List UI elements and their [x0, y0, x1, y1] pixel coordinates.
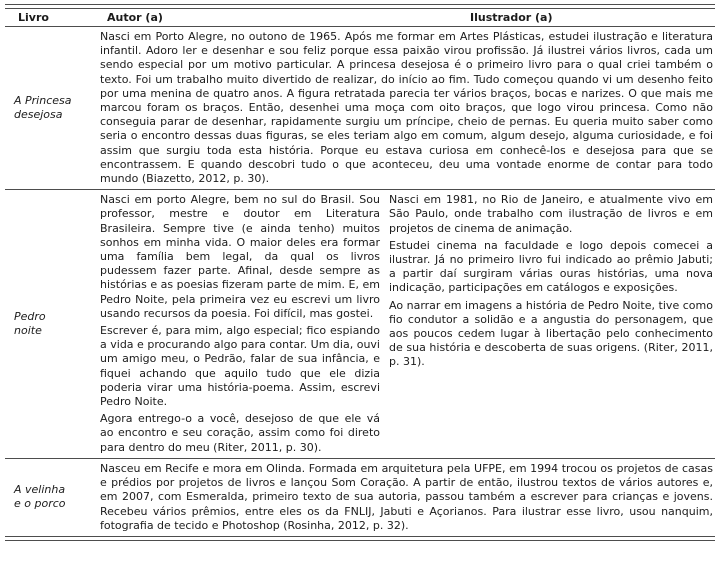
column-header-autor: Autor (a): [107, 11, 163, 24]
bio-paragraph: Escrever é, para mim, algo especial; fico espiando a vida e procurando algo para contar. Um dia, ouvi um amigo meu, o Pedrão, falar de sua infância, e fiquei achando que aquilo tudo que ele dizia poderia virar uma história-poema. Assim, escrevi Pedro Noite.: [100, 324, 380, 409]
author-cell: [97, 193, 386, 455]
book-title-cell: [5, 30, 97, 186]
column-header-ilustrador: Ilustrador (a): [470, 11, 553, 24]
bio-paragraph: Agora entrego-o a você, desejoso de que ele vá ao encontro e seu coração, assim como foi direto para dentro do meu (Riter, 2011, p. 30).: [100, 412, 380, 454]
table-bottom-rule: [5, 536, 715, 541]
author-illustrator-merged-cell: [97, 462, 715, 533]
book-title: Pedro noite: [14, 310, 46, 338]
bio-paragraph: Ao narrar em imagens a história de Pedro Noite, tive como fio condutor a solidão e a angustia do personagem, que aos poucos cedem lugar à libertação pelo conhecimento de sua história e descoberta de suas origens. (Riter, 2011, p. 31).: [389, 298, 713, 369]
bio-paragraph: Estudei cinema na faculdade e logo depois comecei a ilustrar. Já no primeiro livro fui indicado ao prêmio Jabuti; a partir daí surgiram várias ouras histórias, uma nova indicação, participações em catálogos e exposições.: [389, 238, 713, 295]
table-header-row: [5, 9, 715, 26]
book-title: A Princesa desejosa: [14, 94, 72, 122]
book-title-cell: [5, 462, 97, 533]
bio-paragraph: Nasci em 1981, no Rio de Janeiro, e atualmente vivo em São Paulo, onde trabalho com ilustração de livros e em projetos de cinema de animação.: [389, 193, 713, 235]
bio-paragraph: Nasci em Porto Alegre, no outono de 1965. Após me formar em Artes Plásticas, estudei ilustração e literatura infantil. Adoro ler e desenhar e sou feliz porque essa paixão virou profissão. Já ilustrei vários livros, cada um sendo especial por um motivo particular. A princesa desejosa é o primeiro livro para o qual criei também o texto. Foi um trabalho muito divertido de realizar, do início ao fim. Tudo começou quando vi um desenho feito por uma menina de quatro anos. A figura retratada parecia ter vários braços, bocas e narizes. O que mais me marcou foram os braços. Então, desenhei uma moça com oito braços, que logo virou princesa. Como não conseguia parar de desenhar, rapidamente surgiu um príncipe, cheio de pernas. Eu queria muito saber como seria o encontro dessas duas figuras, se eles teriam algo em comum, algum desejo, alguma curiosidade, e foi assim que surgiu toda esta história. Porque eu estava curiosa em conhecê-los e desejosa para que se encontrassem. E quando descobri tudo o que aconteceu, deu uma vontade enorme de contar para todo mundo (Biazetto, 2012, p. 30).: [100, 30, 713, 186]
illustrator-cell: [386, 193, 715, 455]
table-row-pedro-noite: [5, 190, 715, 458]
book-title: A velinha e o porco: [14, 483, 66, 511]
table-row-velinha-porco: [5, 459, 715, 536]
table-row-princesa-desejosa: [5, 27, 715, 189]
book-authors-table: [5, 4, 715, 541]
author-illustrator-merged-cell: [97, 30, 715, 186]
bio-paragraph: Nasci em porto Alegre, bem no sul do Brasil. Sou professor, mestre e doutor em Literatura Brasileira. Sempre tive (e ainda tenho) muitos sonhos em minha vida. O maior deles era formar uma família bem legal, da qual os livros pudessem fazer parte. Afinal, desde sempre as histórias e as poesias fizeram parte de mim. E, em Pedro Noite, pela primeira vez eu escrevi um livro usando recursos da poesia. Foi difícil, mas gostei.: [100, 193, 380, 320]
bio-paragraph: Nasceu em Recife e mora em Olinda. Formada em arquitetura pela UFPE, em 1994 trocou os projetos de casas e prédios por projetos de livros e lançou Som Coração. A partir de então, ilustrou textos de vários autores e, em 2007, com Esmeralda, primeiro texto de sua autoria, passou também a escrever para crianças e jovens. Recebeu vários prêmios, entre eles os da FNLIJ, Jabuti e Açorianos. Para ilustrar esse livro, usou nanquim, fotografia de tecido e Photoshop (Rosinha, 2012, p. 32).: [100, 461, 713, 532]
book-title-cell: [5, 193, 97, 455]
column-header-livro: Livro: [18, 11, 49, 24]
